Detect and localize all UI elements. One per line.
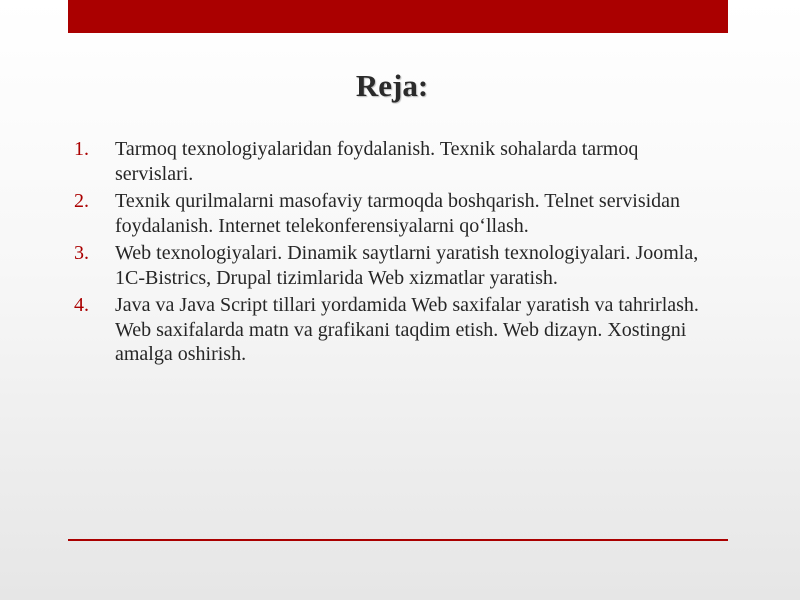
agenda-item-1 <box>74 137 714 186</box>
top-accent-bar <box>68 0 728 33</box>
agenda-item-number: 3. <box>74 242 89 264</box>
agenda-item-number: 4. <box>74 294 89 316</box>
agenda-item-4 <box>74 293 714 367</box>
agenda-item-number: 1. <box>74 138 89 160</box>
agenda-item-text: Tarmoq texnologiyalaridan foydalanish. Texnik sohalarda tarmoq servislari. <box>115 138 639 185</box>
agenda-item-3 <box>74 241 714 290</box>
agenda-item-text: Web texnologiyalari. Dinamik saytlarni yaratish texnologiyalari. Joomla, 1C-Bistrics, Drupal tizimlarida Web xizmatlar yaratish. <box>115 242 699 289</box>
agenda-item-text: Java va Java Script tillari yordamida Web saxifalar yaratish va tahrirlash. Web saxifalarda matn va grafikani taqdim etish. Web dizayn. Xostingni amalga oshirish. <box>115 294 699 365</box>
agenda-item-2 <box>74 189 714 238</box>
agenda-item-text: Texnik qurilmalarni masofaviy tarmoqda boshqarish. Telnet servisidan foydalanish. Internet telekonferensiyalarni qo‘llash. <box>115 190 681 237</box>
agenda-list <box>74 137 714 370</box>
agenda-item-number: 2. <box>74 190 89 212</box>
bottom-divider-line <box>68 539 728 541</box>
slide-title: Reja: <box>355 68 429 103</box>
